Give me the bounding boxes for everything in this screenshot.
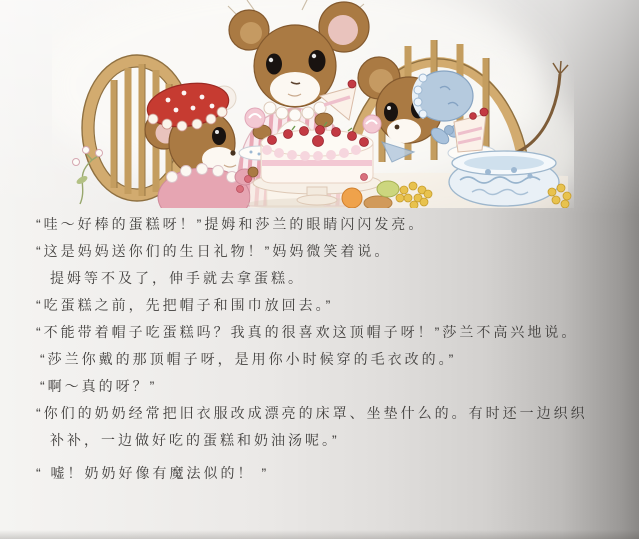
- mice-birthday-illustration: [52, 0, 574, 208]
- story-illustration: [52, 0, 574, 208]
- story-line-5: “不能带着帽子吃蛋糕吗？我真的很喜欢这顶帽子呀！”莎兰不高兴地说。: [36, 324, 579, 340]
- story-line-7: “啊～真的呀？”: [40, 378, 158, 394]
- story-line-10: “ 嘘！奶奶好像有魔法似的！ ”: [36, 465, 270, 481]
- green-fruit: [377, 181, 399, 197]
- soup-tureen: [449, 151, 559, 206]
- story-line-6: “莎兰你戴的那顶帽子呀，是用你小时候穿的毛衣改的。”: [40, 351, 457, 367]
- orange-fruit: [342, 188, 362, 208]
- story-line-1: “哇～好棒的蛋糕呀！”提姆和莎兰的眼睛闪闪发亮。: [36, 216, 426, 232]
- story-line-3: 提姆等不及了，伸手就去拿蛋糕。: [50, 270, 305, 286]
- tail-tassel: [553, 61, 568, 74]
- story-line-4: “吃蛋糕之前，先把帽子和围巾放回去。”: [36, 297, 334, 313]
- story-text: [36, 211, 632, 487]
- story-line-9: 补补，一边做好吃的蛋糕和奶油汤呢。”: [50, 432, 340, 448]
- story-line-8: “你们的奶奶经常把旧衣服改成漂亮的床罩、坐垫什么的。有时还一边织织: [36, 405, 588, 421]
- story-line-2: “这是妈妈送你们的生日礼物！”妈妈微笑着说。: [36, 243, 392, 259]
- bread-roll: [364, 196, 392, 208]
